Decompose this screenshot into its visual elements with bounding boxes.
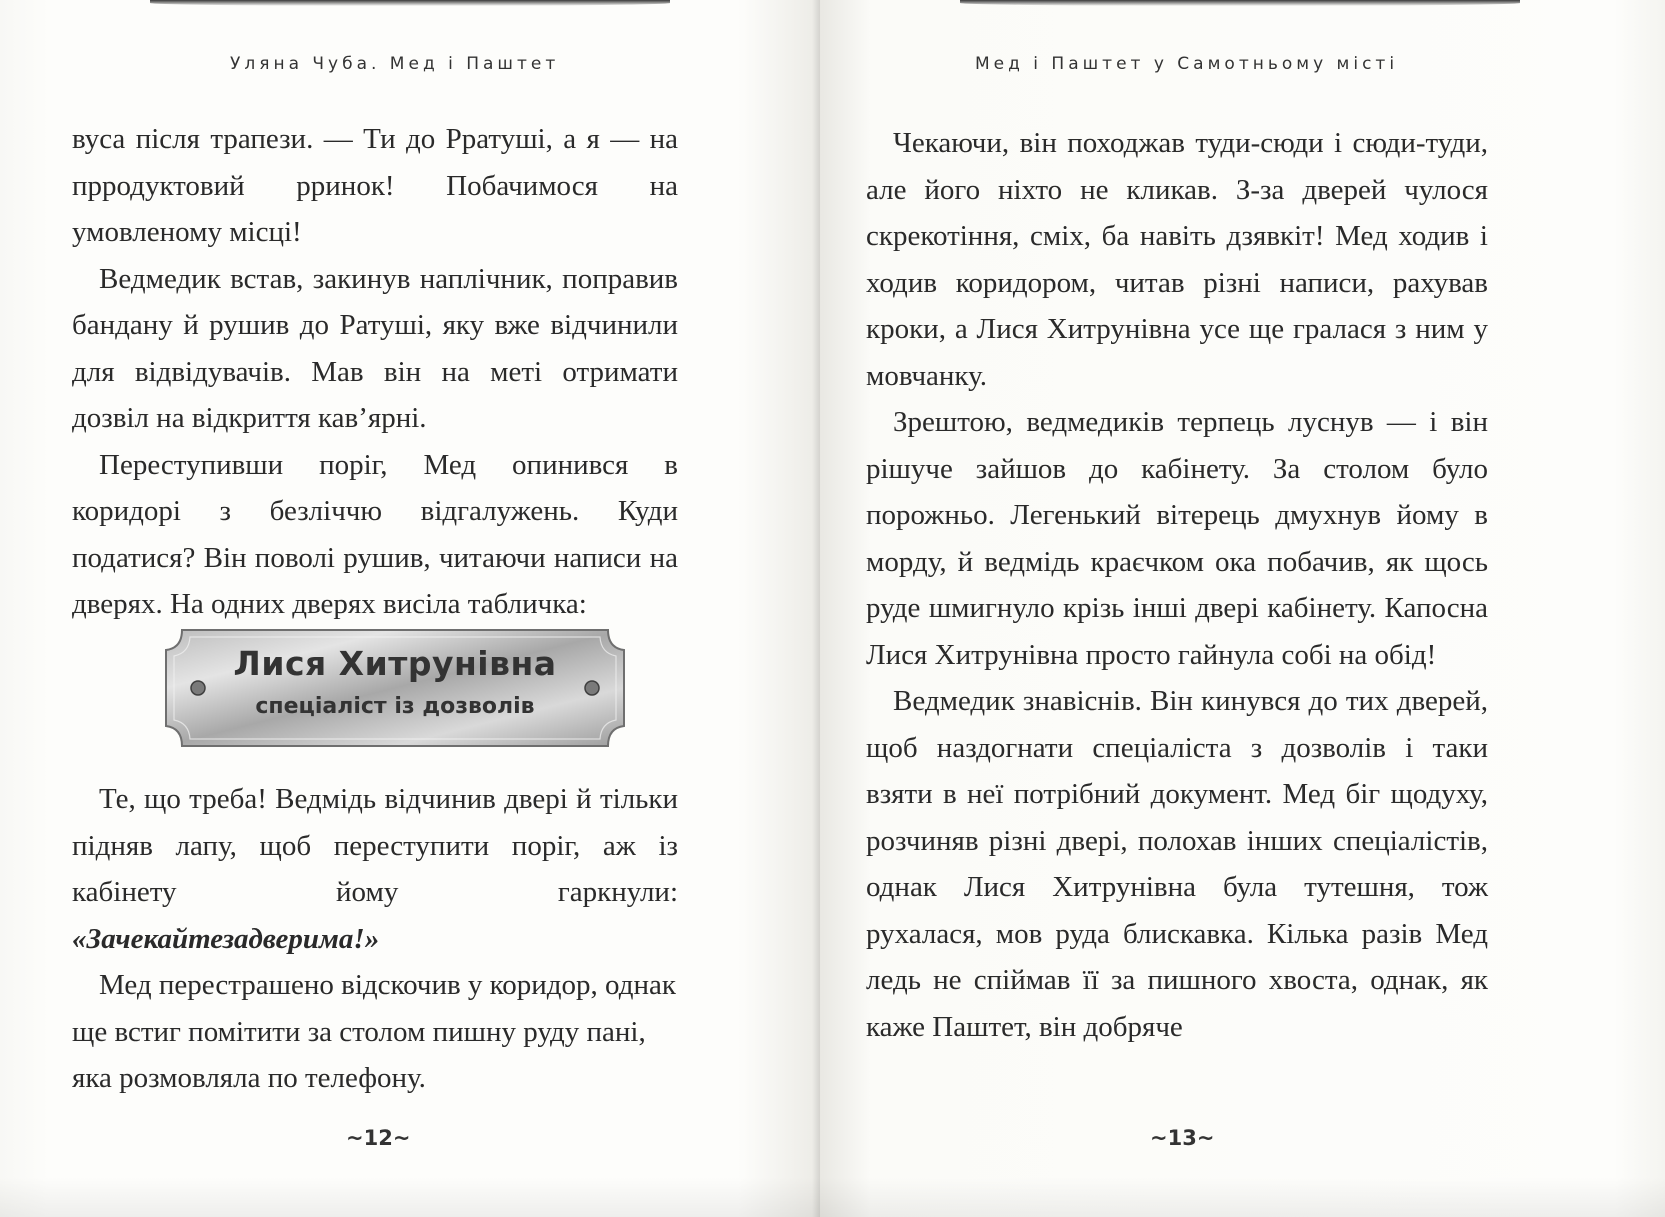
paragraph: Переступивши поріг, Мед опинився в коридорі з безліччю відгалужень. Куди податися? Він поволі рушив, читаючи написи на дверях. На одних дверях висіла табличка: (72, 448, 678, 620)
page-number-left: ~12~ (346, 1126, 411, 1150)
left-text-upper (72, 116, 678, 628)
bottom-shade (0, 1177, 820, 1217)
top-edge-shadow (150, 0, 670, 6)
paragraph: Ведмедик знавіснів. Він кинувся до тих дверей, щоб наздогнати спеціаліста з дозволів і таки взяти в неї потрібний документ. Мед біг щодуху, розчиняв різні двері, полохав інших спеціалістів, однак Лися Хитрунівна була тутешня, тож рухалася, мов руда блискавка. Кілька разів Мед ледь не спіймав її за пишного хвоста, однак, як каже Паштет, він добряче (866, 685, 1488, 1043)
right-text (866, 120, 1488, 1050)
nameplate-name: Лися Хитрунівна (233, 644, 557, 683)
left-page (0, 0, 820, 1217)
screw-right-icon (585, 681, 599, 695)
door-nameplate (160, 624, 630, 752)
shouted-phrase: «Зачекайтезадверима!» (72, 922, 380, 955)
paragraph: Чекаючи, він походжав туди-сюди і сюди-туди, але його ніхто не кликав. З-за дверей чулося скрекотіння, сміх, ба навіть дзявкіт! Мед ходив і ходив коридором, читав різні написи, рахував кроки, а Лися Хитрунівна усе ще гралася з ним у мовчанку. (866, 127, 1488, 392)
paragraph: Мед перестрашено відскочив у коридор, однак ще встиг помітити за столом пишну руду пані, яка розмовляла по телефону. (72, 969, 676, 1094)
screw-left-icon (191, 681, 205, 695)
running-head-right: Мед і Паштет у Самотньому місті (975, 54, 1399, 74)
paragraph: Зрештою, ведмедиків терпець луснув — і він рішуче зайшов до кабінету. За столом було порожньо. Легенький вітерець дмухнув йому в морду, й ведмідь краєчком ока побачив, як щось руде шмигнуло крізь інші двері кабінету. Капосна Лися Хитрунівна просто гайнула собі на обід! (866, 406, 1488, 671)
paragraph: Ведмедик встав, закинув наплічник, поправив бандану й рушив до Ратуші, яку вже відчинили для відвідувачів. Мав він на меті отримати дозвіл на відкриття кав’ярні. (72, 262, 678, 434)
nameplate-role: спеціаліст із дозволів (255, 694, 535, 719)
page-number-right: ~13~ (1150, 1126, 1215, 1150)
paragraph (72, 776, 678, 962)
paragraph-text: Те, що треба! Ведмідь відчинив двері й тільки підняв лапу, щоб переступити поріг, аж із кабінету йому гаркнули: (72, 783, 678, 908)
bottom-shade (820, 1177, 1665, 1217)
running-head-left: Уляна Чуба. Мед і Паштет (230, 54, 560, 74)
left-text-lower (72, 776, 678, 1102)
right-page (820, 0, 1665, 1217)
paragraph: вуса після трапези. — Ти до Рратуші, а я — на прродуктовий рринок! Побачимося на умовленому місці! (72, 123, 678, 248)
top-edge-shadow (960, 0, 1520, 6)
